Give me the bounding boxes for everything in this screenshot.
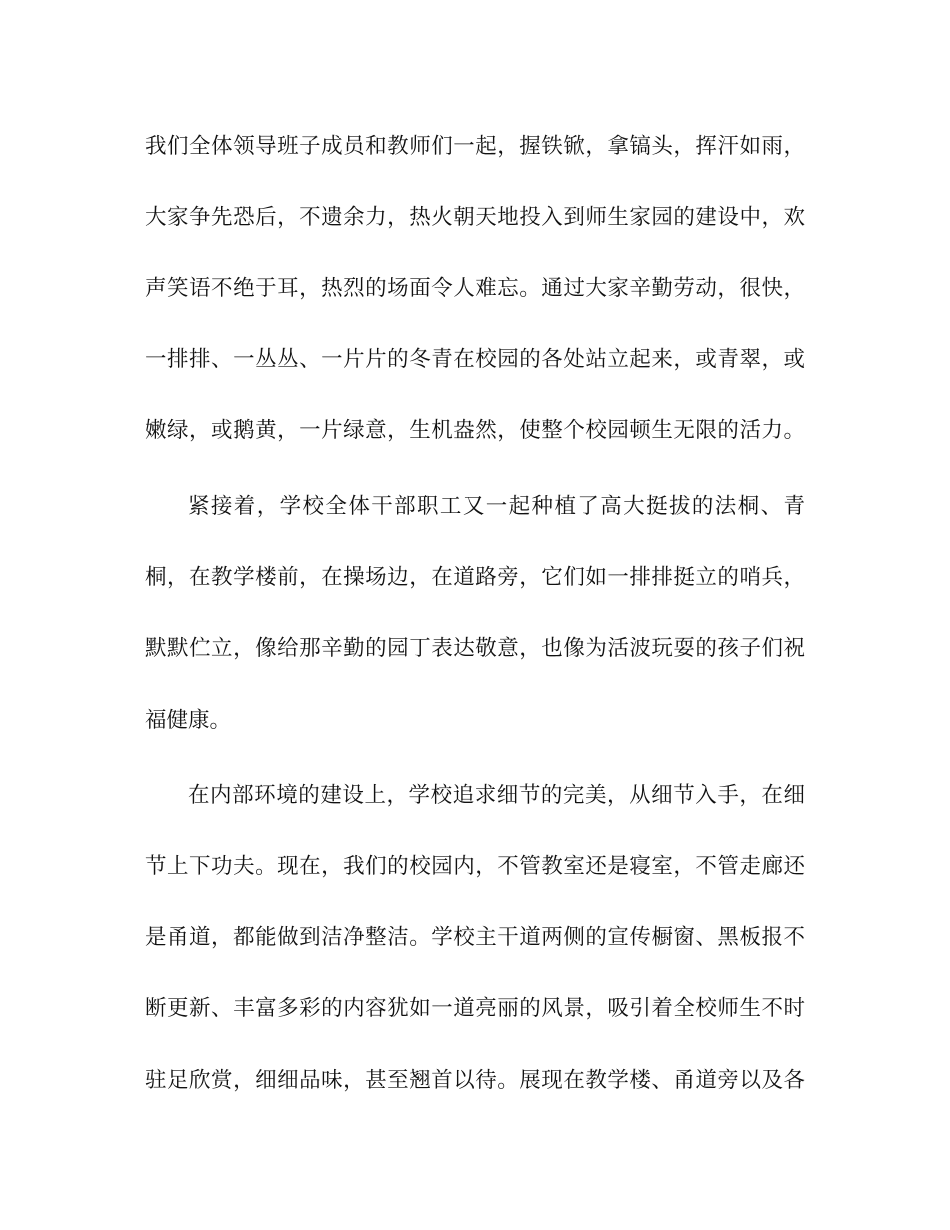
paragraph-start-line: 在内部环境的建设上，学校追求细节的完美，从细节入手，在细	[188, 783, 805, 808]
text-line: 桐，在教学楼前，在操场边，在道路旁，它们如一排排挺立的哨兵，	[145, 565, 805, 590]
text-line: 一排排、一丛丛、一片片的冬青在校园的各处站立起来，或青翠，或	[145, 347, 805, 372]
paragraph-end-line: 福健康。	[145, 708, 232, 733]
text-line: 声笑语不绝于耳，热烈的场面令人难忘。通过大家辛勤劳动，很快，	[145, 276, 805, 301]
text-line: 嫩绿，或鹅黄，一片绿意，生机盎然，使整个校园顿生无限的活力。	[145, 418, 805, 443]
text-line: 驻足欣赏，细细品味，甚至翘首以待。展现在教学楼、甬道旁以及各	[145, 1068, 805, 1093]
text-line: 是甬道，都能做到洁净整洁。学校主干道两侧的宣传橱窗、黑板报不	[145, 925, 805, 950]
text-line: 节上下功夫。现在，我们的校园内，不管教室还是寝室，不管走廊还	[145, 854, 805, 879]
paragraph-start-line: 紧接着，学校全体干部职工又一起种植了高大挺拔的法桐、青	[188, 494, 805, 519]
text-line: 大家争先恐后，不遗余力，热火朝天地投入到师生家园的建设中，欢	[145, 205, 805, 230]
text-line: 我们全体领导班子成员和教师们一起，握铁锨，拿镐头，挥汗如雨，	[145, 134, 805, 159]
text-line: 默默伫立，像给那辛勤的园丁表达敬意，也像为活波玩耍的孩子们祝	[145, 636, 805, 661]
text-line: 断更新、丰富多彩的内容犹如一道亮丽的风景，吸引着全校师生不时	[145, 996, 805, 1021]
